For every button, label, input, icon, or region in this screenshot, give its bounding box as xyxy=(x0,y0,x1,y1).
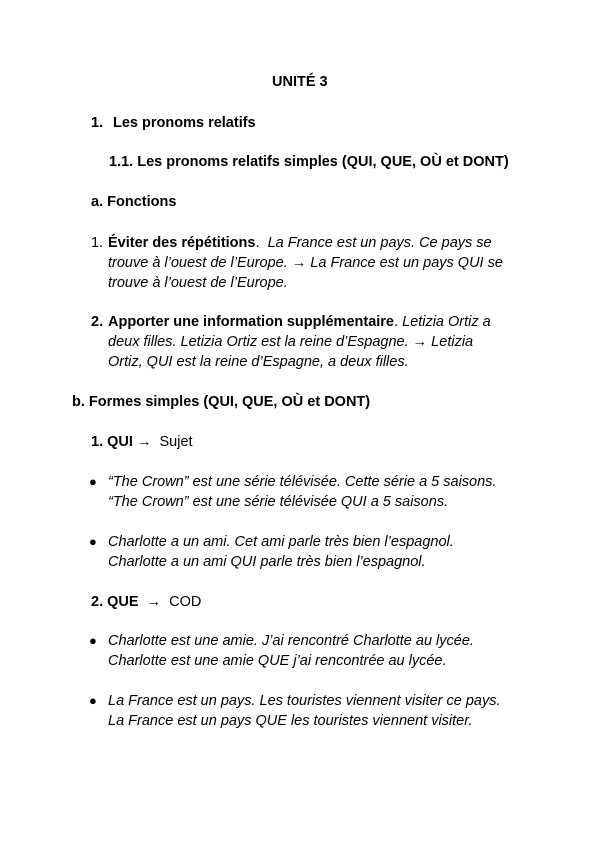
example-line: Charlotte a un ami QUI parle très bien l’espagnol. xyxy=(108,554,426,570)
page-title: UNITÉ 3 xyxy=(272,74,328,90)
pronoun-label: QUI xyxy=(107,434,133,450)
example-line: trouve à l’ouest de l’Europe. → La France est un pays QUI se xyxy=(108,255,503,271)
item-number: 2. xyxy=(91,314,104,330)
grammatical-role: COD xyxy=(169,594,202,610)
subheading-que xyxy=(91,592,201,612)
item-number: 1. xyxy=(91,434,104,450)
bullet-icon: ● xyxy=(89,693,97,708)
example-line: “The Crown” est une série télévisée. Cette série a 5 saisons. xyxy=(108,474,497,490)
section-number: 1. xyxy=(91,115,104,131)
example-line: “The Crown” est une série télévisée QUI a 5 saisons. xyxy=(108,494,449,510)
function-item-1: 1. Éviter des répétitions. La France est un pays. Ce pays se trouve à l’ouest de l’Europe. → La France est un pays QUI se trouve à l’ouest de l’Europe. xyxy=(91,235,503,291)
function-item-2: 2. Apporter une information supplémentaire. Letizia Ortiz a deux filles. Letizia Ortiz est la reine d’Espagne. → Letizia Ortiz, QUI est la reine d’Espagne, a deux filles. xyxy=(91,314,491,370)
arrow-icon: → xyxy=(146,594,162,610)
example-line: Charlotte a un ami. Cet ami parle très bien l’espagnol. xyxy=(108,534,454,550)
heading-formes-simples: b. Formes simples (QUI, QUE, OÙ et DONT) xyxy=(72,394,371,410)
item-bold-label: Apporter une information supplémentaire xyxy=(108,314,394,330)
grammatical-role: Sujet xyxy=(159,434,193,450)
section-label: Les pronoms relatifs xyxy=(113,115,256,131)
example-line: Letizia Ortiz a xyxy=(402,314,491,330)
subheading-qui xyxy=(91,432,193,452)
section-heading-1 xyxy=(91,113,256,133)
bullet-icon: ● xyxy=(89,474,97,489)
example-line: Ortiz, QUI est la reine d’Espagne, a deux filles. xyxy=(108,354,409,370)
item-bold-label: Éviter des répétitions xyxy=(108,235,256,251)
heading-fonctions: a. Fonctions xyxy=(91,194,177,210)
example-line: La France est un pays. Ce pays se xyxy=(267,235,492,251)
example-line: La France est un pays QUE les touristes viennent visiter. xyxy=(108,713,473,729)
example-line: deux filles. Letizia Ortiz est la reine d’Espagne. → Letizia xyxy=(108,334,474,350)
example-line: Charlotte est une amie. J’ai rencontré Charlotte au lycée. xyxy=(108,633,474,649)
bullet-icon: ● xyxy=(89,534,97,549)
bullet-item xyxy=(89,532,454,572)
bullet-icon: ● xyxy=(89,633,97,648)
pronoun-label: QUE xyxy=(107,594,139,610)
bullet-item xyxy=(89,472,496,512)
subsection-heading: 1.1. Les pronoms relatifs simples (QUI, QUE, OÙ et DONT) xyxy=(109,154,509,170)
example-line: Charlotte est une amie QUE j’ai rencontrée au lycée. xyxy=(108,653,447,669)
item-number: 1. xyxy=(91,235,104,251)
arrow-icon: → xyxy=(136,434,152,450)
bullet-item xyxy=(89,691,501,731)
example-line: trouve à l’ouest de l’Europe. xyxy=(108,275,288,291)
example-line: La France est un pays. Les touristes viennent visiter ce pays. xyxy=(108,693,501,709)
bullet-item xyxy=(89,631,474,671)
item-number: 2. xyxy=(91,594,104,610)
